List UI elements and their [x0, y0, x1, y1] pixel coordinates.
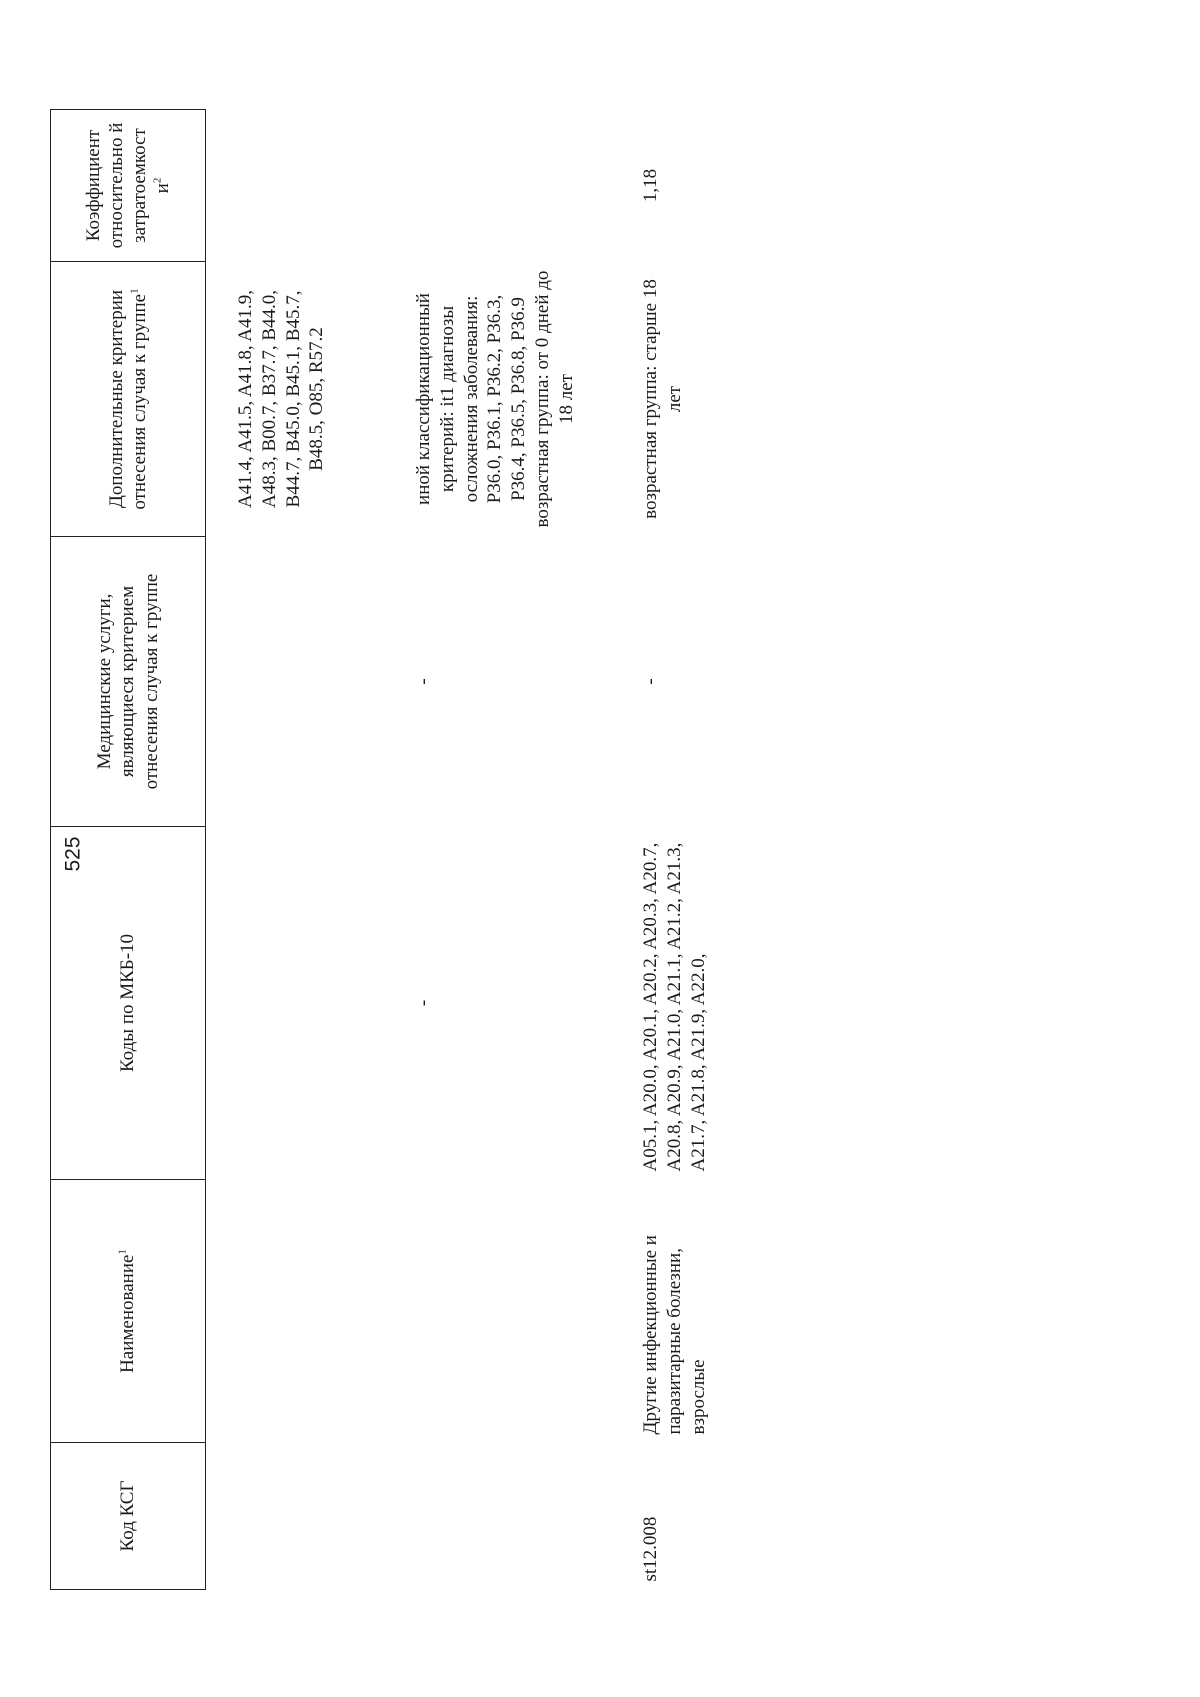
- cell-coef: 1,18: [640, 168, 661, 203]
- cell-code: [206, 1443, 409, 1590]
- page-number: 525: [61, 836, 85, 872]
- cell-services: [206, 537, 409, 827]
- cell-mkb: -: [413, 999, 434, 1007]
- cell-services: -: [413, 678, 434, 685]
- cell-criteria: иной классификационный критерий: it1 диагнозы осложнения заболевания: P36.0, P36.1, P36.2, P36.3, P36.4, P36.5, P36.8, P36.9 возрастная группа: от 0 дней до 18 лет: [413, 270, 577, 528]
- cell-code: st12.008: [640, 1516, 661, 1582]
- rotated-page: [50, 110, 1150, 1590]
- table-row: [206, 110, 409, 1590]
- cell-coef: [206, 110, 409, 262]
- cell-coef: [408, 110, 631, 262]
- table-row: [631, 110, 714, 1590]
- header-code: Код КСГ: [51, 1443, 206, 1590]
- cell-mkb: [206, 827, 409, 1180]
- cell-code: [408, 1443, 631, 1590]
- cell-criteria: возрастная группа: старше 18 лет: [640, 279, 685, 519]
- cell-name: [408, 1180, 631, 1443]
- header-criteria: Дополнительные критерии отнесения случая к группе$^1$: [51, 262, 206, 537]
- header-mkb: Коды по МКБ-10: [51, 827, 206, 1180]
- header-services: Медицинские услуги, являющиеся критерием отнесения случая к группе: [51, 537, 206, 827]
- header-name: Наименование$^1$: [51, 1180, 206, 1443]
- header-coef: Коэффициент относительно й затратоемкост $и^2$: [51, 110, 206, 262]
- cell-services: -: [640, 678, 661, 685]
- cell-name: [206, 1180, 409, 1443]
- cell-mkb: A05.1, A20.0, A20.1, A20.2, A20.3, A20.7, A20.8, A20.9, A21.0, A21.1, A21.2, A21.3, A21.7, A21.8, A21.9, A22.0,: [640, 842, 709, 1172]
- ksg-table: [50, 109, 714, 1590]
- cell-name: Другие инфекционные и паразитарные болезни, взрослые: [640, 1235, 709, 1435]
- table-row: [408, 110, 631, 1590]
- cell-criteria: A41.4, A41.5, A41.8, A41.9, A48.3, B00.7, B37.7, B44.0, B44.7, B45.0, B45.1, B45.7, B48.5, O85, R57.2: [235, 290, 328, 508]
- table-header-row: [51, 110, 206, 1590]
